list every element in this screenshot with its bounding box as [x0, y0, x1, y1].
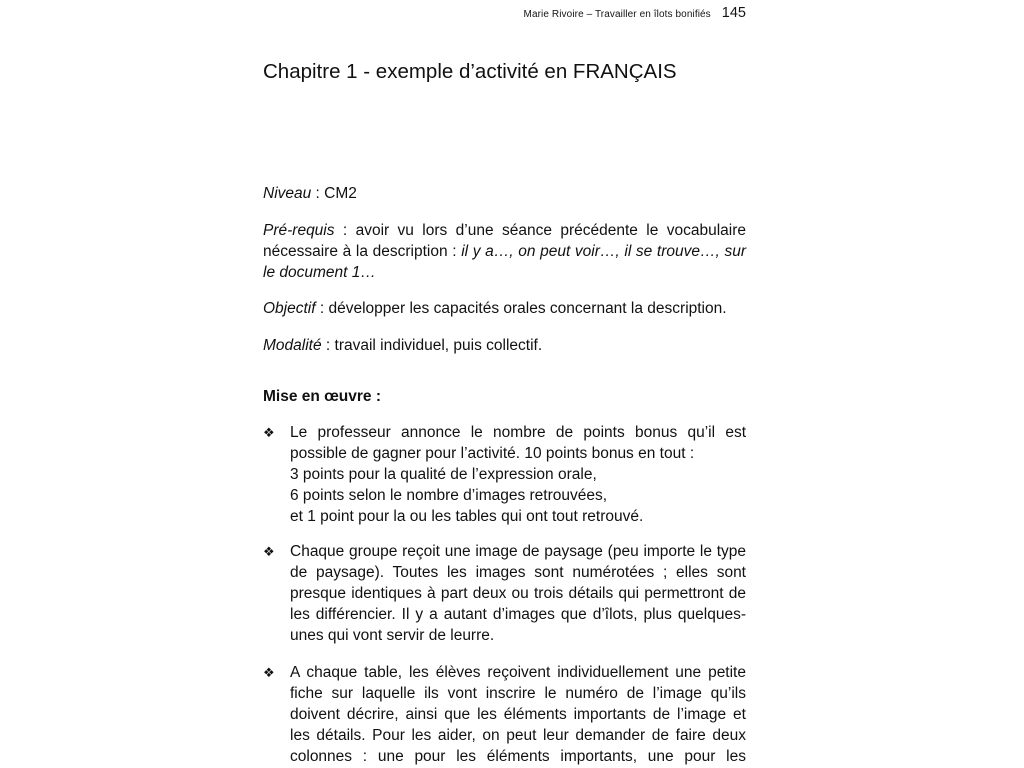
bullet1-line3: 6 points selon le nombre d’images retrouvées, — [290, 487, 608, 504]
meta-niveau — [263, 183, 746, 204]
meta-modalite — [263, 335, 746, 356]
meta-prerequis-label: Pré-requis — [263, 222, 335, 239]
list-item — [263, 541, 746, 646]
meta-prerequis-sep: : — [334, 222, 356, 239]
bullet1-line4: et 1 point pour la ou les tables qui ont tout retrouvé. — [290, 508, 644, 525]
list-item-text: A chaque table, les élèves reçoivent individuellement une petite fiche sur laquelle ils vont inscrire le numéro de l’image qu’ils doivent décrire, ainsi que les éléments importants de l’image et les détails. Pour les aider, on peut leur demander de faire deux colonnes : une pour les éléments importants, une pour les — [290, 664, 746, 765]
meta-modalite-value: travail individuel, puis collectif. — [334, 337, 543, 354]
meta-objectif-sep: : — [315, 300, 329, 317]
list-item-text: Chaque groupe reçoit une image de paysage (peu importe le type de paysage). Toutes les images sont numérotées ; elles sont presque identiques à part deux ou trois détails qui permettront de les différencier. Il y a autant d’images que d’îlots, plus quelques-unes qui vont servir de leurre. — [290, 543, 746, 644]
chapter-title: Chapitre 1 - exemple d’activité en FRANÇAIS — [263, 60, 677, 83]
bullet-diamond-icon: ❖ — [263, 665, 275, 680]
page-number: 145 — [721, 5, 746, 21]
meta-objectif-label: Objectif — [263, 300, 316, 317]
meta-niveau-value: CM2 — [324, 185, 357, 202]
meta-niveau-sep: : — [311, 185, 325, 202]
bullet-diamond-icon: ❖ — [263, 544, 275, 559]
meta-prerequis-examples: il y a…, on peut voir…, il se trouve…, sur le document 1… — [263, 243, 747, 281]
list-item — [263, 662, 746, 767]
meta-modalite-label: Modalité — [263, 337, 322, 354]
text-column — [263, 0, 746, 767]
bullet1-line2: 3 points pour la qualité de l’expression orale, — [290, 466, 597, 483]
meta-prerequis-body: avoir vu lors d’une séance précédente le vocabulaire nécessaire à la description : — [263, 222, 747, 260]
meta-objectif — [263, 298, 746, 319]
meta-prerequis — [263, 220, 746, 283]
section-heading: Mise en œuvre : — [263, 388, 381, 405]
running-title: Marie Rivoire – Travailler en îlots bonifiés — [523, 9, 711, 20]
list-item — [263, 422, 746, 527]
meta-modalite-sep: : — [321, 337, 335, 354]
bullet1-line1: Le professeur annonce le nombre de points bonus qu’il est possible de gagner pour l’activité. 10 points bonus en tout : — [290, 424, 746, 462]
bullet-diamond-icon: ❖ — [263, 425, 275, 440]
meta-objectif-value: développer les capacités orales concernant la description. — [328, 300, 727, 317]
meta-niveau-label: Niveau — [263, 185, 312, 202]
list-item-text — [290, 422, 746, 527]
